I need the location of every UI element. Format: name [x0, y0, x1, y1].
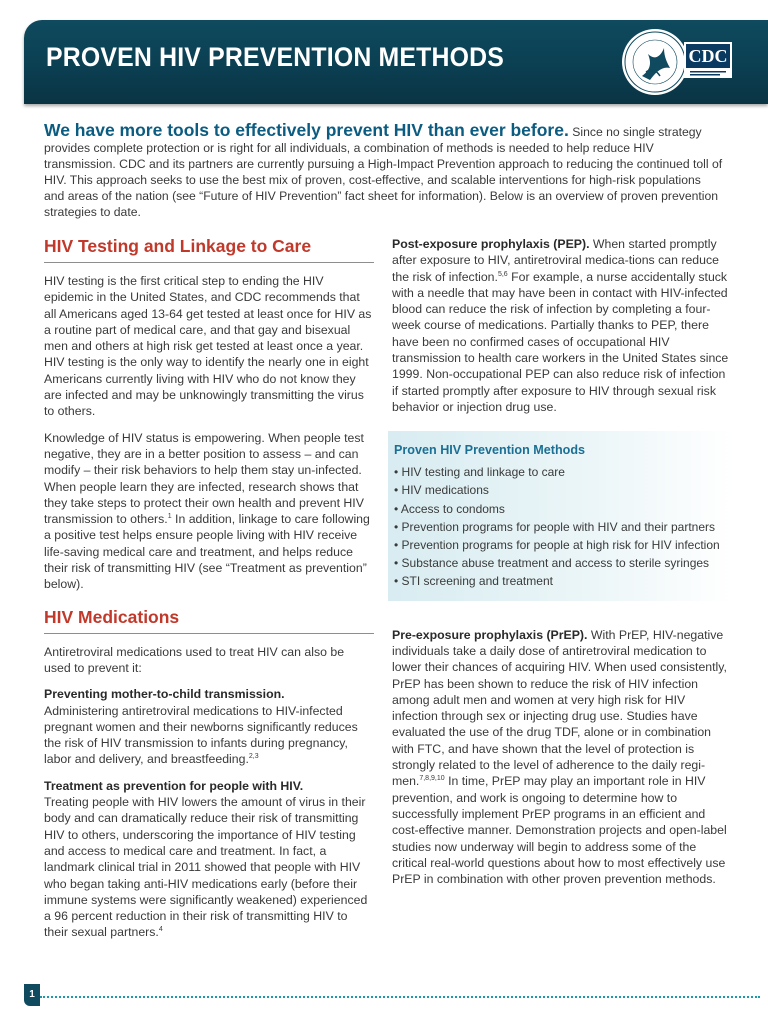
prep-ref: 7,8,9,10 — [419, 775, 445, 783]
list-item: • HIV medications — [394, 483, 489, 498]
testing-ref: 1 — [167, 513, 172, 521]
intro-paragraph — [44, 122, 724, 220]
tap-title: Treatment as prevention for people with HIV. — [44, 778, 304, 793]
mtct-paragraph — [44, 686, 374, 767]
meds-intro: Antiretroviral medications used to treat HIV can also be used to prevent it: — [44, 644, 345, 675]
mtct-text: Administering antiretroviral medications to HIV-infected pregnant women and their newborns significantly reduces the risk of HIV transmission to infants during pregnancy, labor and delivery, and breastfeeding. — [44, 703, 358, 767]
methods-box-title: Proven HIV Prevention Methods — [394, 443, 586, 458]
page-number: 1 — [24, 984, 40, 1006]
list-item: • Substance abuse treatment and access to sterile syringes — [394, 556, 710, 571]
left-column — [44, 236, 374, 951]
page-header — [24, 20, 768, 104]
list-item: • Prevention programs for people with HIV and their partners — [394, 519, 716, 534]
pep-text-1: When started promptly after exposure to HIV, antiretroviral medica-tions can reduce the risk of infection. — [392, 237, 719, 284]
intro-lead: We have more tools to effectively prevent HIV than ever before. — [44, 120, 569, 140]
pep-paragraph — [392, 236, 732, 415]
tap-text: Treating people with HIV lowers the amount of virus in their body and can dramatically reduce their risk of transmitting HIV to others, underscoring the importance of HIV testing and access to medical care and treatment. In fact, a landmark clinical trial in 2011 showed that people with HIV who began taking anti-HIV medications early (before their immune systems were significantly weakened) experienced a 96 percent reduction in their risk of transmitting HIV to their sexual partners. — [44, 795, 368, 940]
methods-box — [388, 431, 732, 600]
tap-ref: 4 — [158, 926, 163, 934]
testing-p2-text: Knowledge of HIV status is empowering. When people test negative, they are in a better position to assess – and can modify – their risk behaviors to help them stay un-infected. When people learn they are infected, research shows that they take steps to protect their own health and prevent HIV transmission to others. — [44, 430, 364, 527]
page-title: PROVEN HIV PREVENTION METHODS — [46, 42, 505, 72]
list-item: • Access to condoms — [394, 501, 505, 516]
mtct-title: Preventing mother-to-child transmission. — [44, 687, 285, 702]
tap-paragraph — [44, 778, 374, 941]
pep-title: Post-exposure prophylaxis (PEP). — [392, 237, 590, 251]
meds-heading: HIV Medications — [44, 607, 374, 634]
hhs-cdc-logo-icon — [620, 24, 736, 100]
pep-ref: 5,6 — [497, 270, 508, 278]
prep-title: Pre-exposure prophylaxis (PrEP). — [392, 627, 588, 642]
testing-paragraph-2 — [44, 430, 374, 593]
testing-p2-cont: In addition, linkage to care following a positive test helps ensure people living with HIV receive life-saving medical care and treatment, and helps reduce their risk of transmitting HIV (see “Treatment as prevention” below). — [44, 512, 370, 592]
intro-text: Since no single strategy provides complete protection or is right for all individuals, a combination of methods is needed to help reduce HIV transmission. CDC and its partners are currently pursuing a High-Impact Prevention approach to reducing the continued toll of HIV. This approach seeks to use the best mix of proven, cost-effective, and scalable interventions for high-risk populations and areas of the nation (see “Future of HIV Prevention” fact sheet for information). Below is an overview of proven prevention strategies to date. — [44, 125, 723, 219]
prep-text-1: With PrEP, HIV-negative individuals take a daily dose of antiretroviral medication to lower their chances of acquiring HIV. When used consistently, PrEP has been shown to reduce the risk of HIV infection among adult men and women at very high risk for HIV infection through sex or injecting drug use. Studies have evaluated the use of the drug TDF, alone or in combination with FTC, and have shown that the level of protection is strongly related to the level of adherence to the daily regi-men. — [392, 627, 727, 789]
methods-list — [394, 463, 732, 590]
list-item: • HIV testing and linkage to care — [394, 465, 565, 480]
footer-divider — [40, 996, 760, 998]
right-column — [392, 236, 732, 897]
pep-text-2: For example, a nurse accidentally stuck with a needle that may have been in contact with HIV-infected blood can reduce the risk of infection by completing a four-week course of medications. Partially thanks to PEP, there have been no confirmed cases of occupational HIV transmission to health care workers in the United States since 1999. Non-occupational PEP can also reduce risk of infection if started promptly after exposure to HIV through sexual risk behavior or injection drug use. — [392, 269, 729, 414]
svg-text:CDC: CDC — [688, 46, 728, 66]
testing-paragraph-1: HIV testing is the first critical step to ending the HIV epidemic in the United States, and CDC recommends that all Americans aged 13-64 get tested at least once for HIV as a routine part of medical care, and that gay and bisexual men and others at high risk get tested at least once a year. HIV testing is the only way to identify the nearly one in eight Americans currently living with HIV who do not know they are infected and may be unknowingly transmitting the virus to others. — [44, 274, 372, 419]
prep-paragraph — [392, 627, 732, 888]
prep-text-2: In time, PrEP may play an important role in HIV prevention, and work is ongoing to determine how to successfully implement PrEP programs in an efficient and cost-effective manner. Demonstration projects and open-label studies now underway will begin to address some of the critical real-world questions about how to most effectively use PrEP in combination with other proven prevention methods. — [392, 774, 727, 887]
list-item: • STI screening and treatment — [394, 574, 553, 589]
mtct-ref: 2,3 — [248, 753, 259, 761]
list-item: • Prevention programs for people at high risk for HIV infection — [394, 538, 720, 553]
testing-heading: HIV Testing and Linkage to Care — [44, 236, 374, 263]
